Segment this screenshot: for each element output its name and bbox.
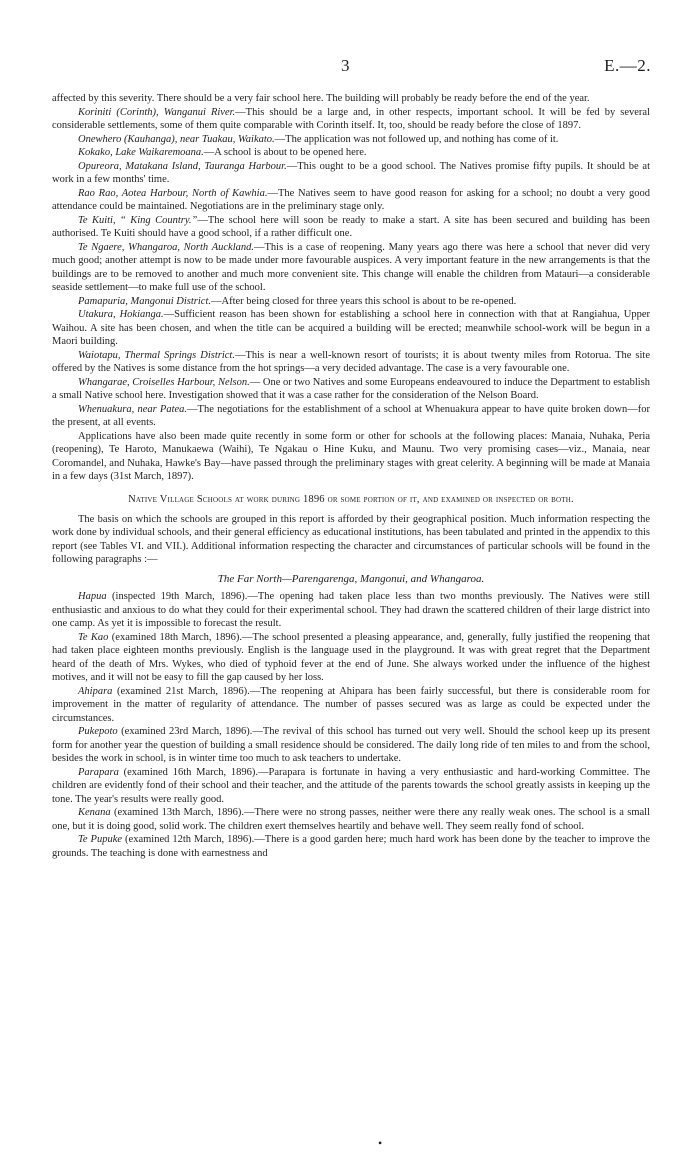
paragraph-lead: Kokako, Lake Waikaremoana. <box>78 147 204 158</box>
paragraph-lead: Rao Rao, Aotea Harbour, North of Kawhia. <box>78 187 268 199</box>
paragraph <box>52 376 650 403</box>
paragraph-text: —This is a case of reopening. Many years ago there was here a school that never did very much good; another attempt is now to be made under more favourable auspices. A very important feature in the new arrangements is that the buildings are to be removed to another and much more convenient site. This change will enable the children from Matauri—a considerable seaside settlement—to make full use of the school. <box>52 241 650 293</box>
paragraph <box>52 833 650 860</box>
paragraph <box>52 766 650 807</box>
paragraph <box>52 146 650 160</box>
paragraph-lead: Onewhero (Kauhanga), near Tuakau, Waikato. <box>78 133 275 145</box>
paragraph-text: —The negotiations for the establishment of a school at Whenuakura appear to have quite broken down—for the present, at all events. <box>52 403 650 428</box>
paragraph <box>52 685 650 726</box>
paragraph-text: —The application was not followed up, and nothing has come of it. <box>274 133 559 145</box>
intro-section <box>52 513 650 567</box>
paragraph-text: The basis on which the schools are grouped in this report is afforded by their geographical position. Much information respecting the work done by individual schools, and their general efficiency as educational institutions, has been tabulated and printed in the appendix to this report (see Tables VI. and VII.). Additional information respecting the character and circumstances of particular schools will be found in the following paragraphs :— <box>52 513 650 565</box>
paragraph-text: —After being closed for three years this school is about to be re-opened. <box>211 295 517 307</box>
paragraph-text: —This is near a well-known resort of tourists; it is about twenty miles from Rotorua. The site offered by the Natives is some distance from the hot springs—a very decided advantage. The case is a very favourable one. <box>52 349 650 374</box>
paragraph-text: —This should be a large and, in other respects, important school. It will be fed by several considerable settlements, some of them quite comparable with Corinth itself. It, too, should be ready before the close of 1897. <box>52 106 650 131</box>
paragraph <box>52 590 650 631</box>
paragraph-lead: Utakura, Hokianga. <box>78 309 164 320</box>
paragraph-text: —This ought to be a good school. The Natives promise fifty pupils. It should be at work in a few months' time. <box>52 160 650 185</box>
paragraph-text: (examined 12th March, 1896).—There is a good garden here; much hard work has been done by the teacher to improve the grounds. The teaching is done with earnestness and <box>52 834 650 859</box>
paragraph-text: (examined 23rd March, 1896).—The revival of this school has turned out very well. Should the school keep up its present form for another year the question of building a small residence should be considered. The daily long ride of ten miles to and from the school, besides the work in school, is in winter time too much to ask teachers to undertake. <box>52 726 650 764</box>
paragraph <box>52 295 650 309</box>
paragraph <box>52 160 650 187</box>
paragraph-lead: Waiotapu, Thermal Springs District. <box>78 349 235 361</box>
paragraph <box>52 806 650 833</box>
district-subheading: The Far North—Parengarenga, Mangonui, and Whangaroa. <box>217 572 485 585</box>
section-heading: Native Village Schools at work during 1896 or some portion of it, and examined or inspected or both. <box>128 493 574 505</box>
document-reference: E.—2. <box>604 56 651 75</box>
paragraph-text: (examined 21st March, 1896).—The reopening at Ahipara has been fairly successful, but there is considerable room for improvement in the matter of regularity of attendance. The number of passes secured was as large as could be expected under the circumstances. <box>52 685 650 724</box>
paragraph-lead: Te Pupuke <box>78 834 123 845</box>
paragraph-text: —The Natives seem to have good reason for asking for a school; no doubt a very good attendance could be maintained. Negotiations are in the preliminary stage only. <box>52 187 650 212</box>
paragraph-lead: Koriniti (Corinth), Wanganui River. <box>78 106 236 118</box>
paragraph-lead: Ahipara <box>78 685 113 697</box>
page-number: 3 <box>341 56 350 75</box>
paragraph-text: — One or two Natives and some Europeans endeavoured to induce the Department to establish a small Native school here. Investigation showed that it was a case rather for the consideration of the Nelson Board. <box>52 376 650 401</box>
far-north-section <box>52 590 650 860</box>
paragraph <box>52 133 650 147</box>
paragraph-lead: Hapua <box>78 591 107 602</box>
paragraph-lead: Whenuakura, near Patea. <box>78 403 188 415</box>
page-header <box>0 56 700 78</box>
paragraph-lead: Te Kao <box>78 631 109 643</box>
paragraph-lead: Te Ngaere, Whangaroa, North Auckland. <box>78 241 254 253</box>
paragraph-lead: Opureora, Matakana Island, Tauranga Harbour. <box>78 160 287 172</box>
paragraph <box>52 631 650 685</box>
paragraph <box>52 513 650 567</box>
paragraph <box>52 725 650 766</box>
paragraph-lead: Kenana <box>78 807 111 818</box>
paragraph-text: —The school here will soon be ready to make a start. A site has been secured and building has been authorised. Te Kuiti should have a good school, if a rather difficult one. <box>52 214 650 239</box>
paragraph-lead: Whangarae, Croiselles Harbour, Nelson. <box>78 376 250 388</box>
paragraph-text: —Sufficient reason has been shown for establishing a school here in connection with that at Rangiahua, Upper Waihou. A site has been chosen, and when the title can be acquired a building will be erected; meanwhile school-work will be begun in a Maori building. <box>52 309 650 347</box>
paragraph <box>52 308 650 349</box>
paragraph-text: (examined 16th March, 1896).—Parapara is fortunate in having a very enthusiastic and hard-working Committee. The children are evidently fond of their school and their teacher, and the attitude of the parents towards the school greatly assists in keeping up the tone. The year's results were really good. <box>52 766 650 805</box>
paragraph-text: affected by this severity. There should be a very fair school here. The building will probably be ready before the end of the year. <box>52 93 590 104</box>
paragraph-lead: Parapara <box>78 766 119 778</box>
paragraph <box>52 430 650 484</box>
page-mark: • <box>378 1136 383 1150</box>
paragraph <box>52 187 650 214</box>
paragraph-text: (inspected 19th March, 1896).—The opening had taken place less than two months previously. The Natives were still enthusiastic and anxious to do what they could for their experimental school. They had drawn the scattered children of their large district into one camp. As yet it is impossible to forecast the result. <box>52 591 650 629</box>
paragraph <box>52 403 650 430</box>
paragraph-lead: Pukepoto <box>78 726 118 737</box>
paragraph-text: —A school is about to be opened here. <box>203 147 367 158</box>
document-body <box>52 92 650 860</box>
paragraph <box>52 106 650 133</box>
paragraph <box>52 241 650 295</box>
paragraph-lead: Pamapuria, Mangonui District. <box>78 295 211 307</box>
paragraph <box>52 349 650 376</box>
paragraph-text: Applications have also been made quite recently in some form or other for schools at the following places: Manaia, Nuhaka, Peria (reopening), Te Haroto, Manukaewa (Waihi), Te Ngakau o Hine Kuku, and Maunu. Two very promising cases—viz., Manaia, near Coromandel, and Nuhaka, Hawke's Bay—have passed through the preliminary stages with great celerity. A beginning will be made at Manaia in a few days (31st March, 1897). <box>52 430 650 482</box>
paragraph-text: (examined 18th March, 1896).—The school presented a pleasing appearance, and, generally, fully justified the reopening that had taken place eighteen months previously. English is the language used in the playground. It was with great regret that the Department heard of the death of Mrs. Wykes, who died of typhoid fever at the end of June. She always worked under the influence of the highest motives, and it will not be easy to fill the gap caused by her loss. <box>52 631 650 683</box>
paragraph-lead: Te Kuiti, “ King Country.” <box>78 214 198 226</box>
paragraph <box>52 214 650 241</box>
paragraph-text: (examined 13th March, 1896).—There were no strong passes, neither were there any really weak ones. The school is a small one, but it is doing good, solid work. The children exert themselves heartily and behave well. They seem really fond of school. <box>52 807 650 832</box>
paragraph <box>52 92 650 106</box>
new-schools-section <box>52 92 650 484</box>
